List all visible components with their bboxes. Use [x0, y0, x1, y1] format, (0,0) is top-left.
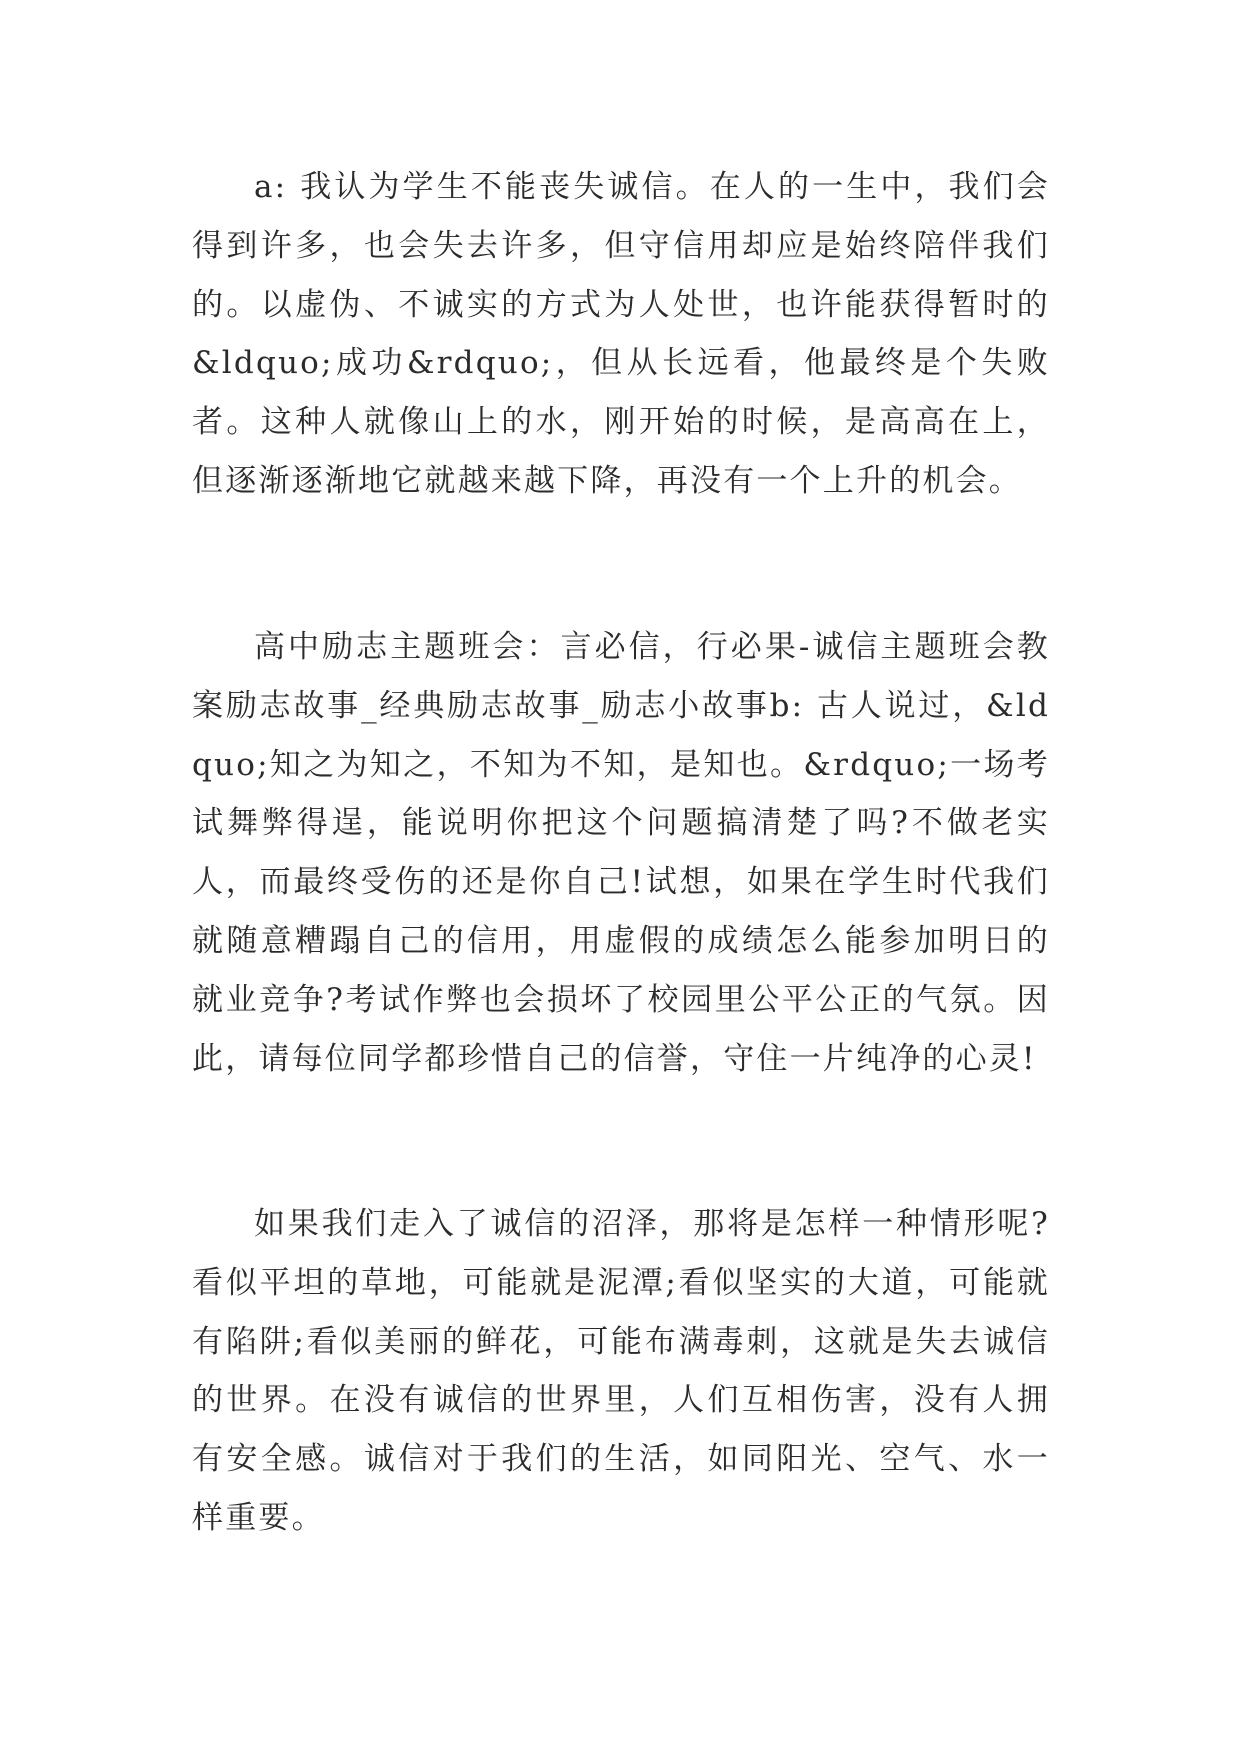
paragraph-honesty-student: a: 我认为学生不能丧失诚信。在人的一生中，我们会得到许多，也会失去许多，但守信用却应是始终陪伴我们的。以虚伪、不诚实的方式为人处世，也许能获得暂时的 &ldquo;成功&rdquo;，但从长远看，他最终是个失败者。这种人就像山上的水，刚开始的时候，是高高在上，但逐渐逐渐地它就越来越下降，再没有一个上升的机会。: [192, 169, 1050, 499]
paragraph-swamp-of-dishonesty: 如果我们走入了诚信的沼泽，那将是怎样一种情形呢?看似平坦的草地，可能就是泥潭;看似坚实的大道，可能就有陷阱;看似美丽的鲜花，可能布满毒刺，这就是失去诚信的世界。在没有诚信的世界里，人们互相伤害，没有人拥有安全感。诚信对于我们的生活，如同阳光、空气、水一样重要。: [192, 1206, 1050, 1536]
paragraph-class-meeting: 高中励志主题班会：言必信，行必果-诚信主题班会教案励志故事_经典励志故事_励志小故事b: 古人说过，&ldquo;知之为知之，不知为不知，是知也。&rdquo;一场考试舞弊得逞，能说明你把这个问题搞清楚了吗?不做老实人，而最终受伤的还是你自己!试想，如果在学生时代我们就随意糟蹋自己的信用，用虚假的成绩怎么能参加明日的就业竞争?考试作弊也会损坏了校园里公平公正的气氛。因此，请每位同学都珍惜自己的信誉，守住一片纯净的心灵!: [192, 629, 1050, 1077]
